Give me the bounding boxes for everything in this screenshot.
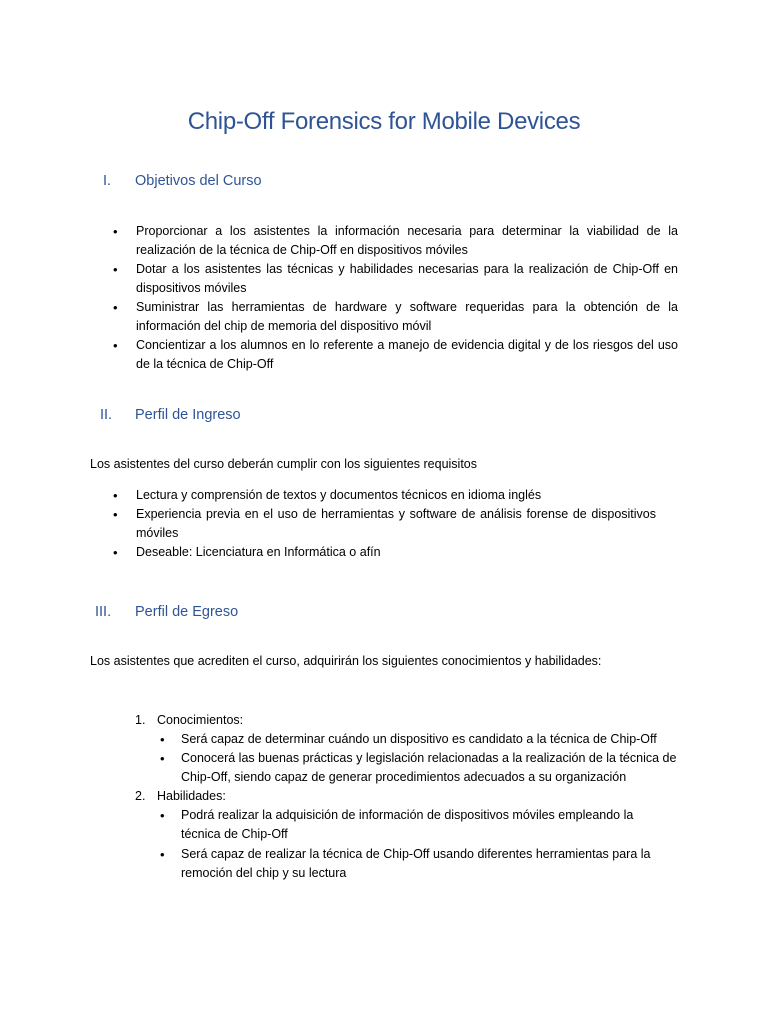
list-item: • Deseable: Licenciatura en Informática o afín [136, 543, 656, 562]
list-item: • Conocerá las buenas prácticas y legislación relacionadas a la realización de la técnica de Chip-Off, siendo capaz de generar procedimientos adecuados a su organización [181, 749, 677, 787]
conocimientos-list [181, 730, 677, 787]
section-title: Perfil de Ingreso [135, 407, 241, 423]
list-item: • Podrá realizar la adquisición de información de dispositivos móviles empleando la técnica de Chip-Off [181, 806, 661, 844]
section-title: Perfil de Egreso [135, 604, 239, 620]
section-number: II. [100, 407, 113, 423]
item-number: 2. [135, 789, 146, 803]
list-item: • Concientizar a los alumnos en lo referente a manejo de evidencia digital y de los riesgos del uso de la técnica de Chip-Off [136, 336, 678, 374]
list-item: • Proporcionar a los asistentes la información necesaria para determinar la viabilidad de la realización de la técnica de Chip-Off en dispositivos móviles [136, 222, 678, 260]
section-number: I. [103, 173, 112, 189]
list-item: • Será capaz de realizar la técnica de Chip-Off usando diferentes herramientas para la remoción del chip y su lectura [181, 845, 661, 883]
list-item: • Lectura y comprensión de textos y documentos técnicos en idioma inglés [136, 486, 656, 505]
list-item: • Suministrar las herramientas de hardware y software requeridas para la obtención de la información del chip de memoria del dispositivo móvil [136, 298, 678, 336]
list-item: • Experiencia previa en el uso de herramientas y software de análisis forense de dispositivos móviles [136, 505, 656, 543]
section-number: III. [95, 604, 112, 620]
document-title: Chip-Off Forensics for Mobile Devices [187, 108, 581, 135]
item-number: 1. [135, 713, 146, 727]
list-item: • Será capaz de determinar cuándo un dispositivo es candidato a la técnica de Chip-Off [181, 730, 677, 749]
habilidades-list [181, 806, 661, 883]
egreso-intro: Los asistentes que acrediten el curso, adquirirán los siguientes conocimientos y habilidades: [90, 654, 602, 668]
objetivos-list [136, 222, 678, 374]
ingreso-list [136, 486, 656, 562]
list-item: • Dotar a los asistentes las técnicas y habilidades necesarias para la realización de Chip-Off en dispositivos móviles [136, 260, 678, 298]
item-label: Habilidades: [157, 789, 226, 803]
ingreso-intro: Los asistentes del curso deberán cumplir con los siguientes requisitos [90, 457, 478, 471]
section-title: Objetivos del Curso [135, 173, 262, 189]
item-label: Conocimientos: [157, 713, 244, 727]
